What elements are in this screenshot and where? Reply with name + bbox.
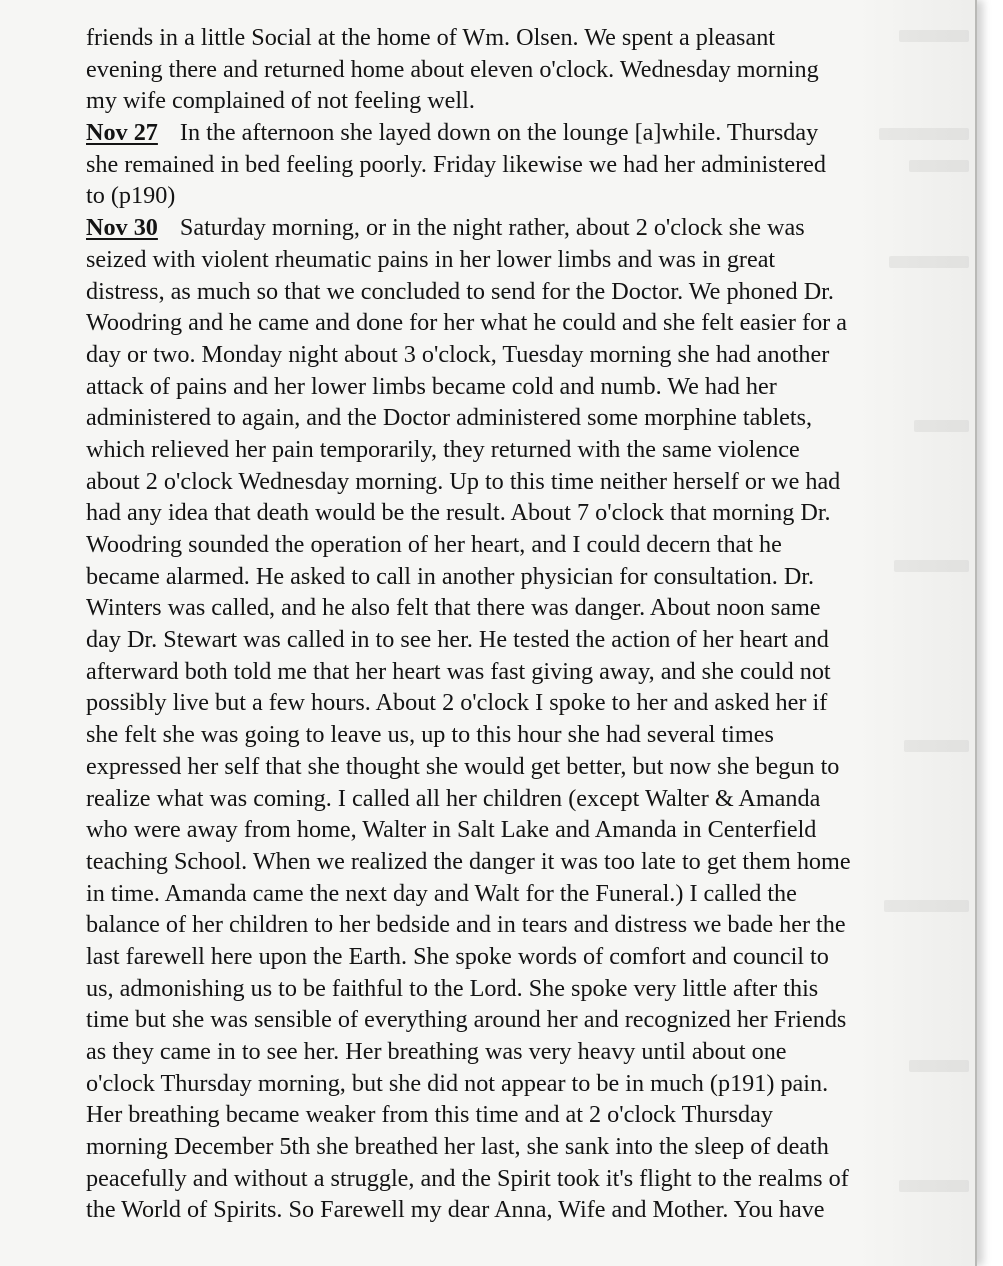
text-line: realize what was coming. I called all her children (except Walter & Amanda <box>86 784 821 812</box>
text-line: had any idea that death would be the result. About 7 o'clock that morning Dr. <box>86 499 831 527</box>
entry-text: Saturday morning, or in the night rather, about 2 o'clock she was <box>179 214 805 242</box>
text-line: who were away from home, Walter in Salt Lake and Amanda in Centerfield <box>86 816 817 844</box>
text-line: in time. Amanda came the next day and Walt for the Funeral.) I called the <box>86 879 797 907</box>
text-line: time but she was sensible of everything around her and recognized her Friends <box>86 1006 847 1034</box>
text-line: evening there and returned home about eleven o'clock. Wednesday morning <box>86 55 819 83</box>
text-line: administered to again, and the Doctor administered some morphine tablets, <box>86 404 813 432</box>
text-line: expressed her self that she thought she would get better, but now she begun to <box>86 752 840 780</box>
text-line: us, admonishing us to be faithful to the Lord. She spoke very little after this <box>86 974 819 1002</box>
dated-entry-line <box>86 212 956 244</box>
text-line: which relieved her pain temporarily, they returned with the same violence <box>86 435 800 463</box>
text-line: balance of her children to her bedside and in tears and distress we bade her the <box>86 911 846 939</box>
text-line: my wife complained of not feeling well. <box>86 87 475 115</box>
dated-entry-line <box>86 117 956 149</box>
text-line: day or two. Monday night about 3 o'clock, Tuesday morning she had another <box>86 340 830 368</box>
text-line: possibly live but a few hours. About 2 o'clock I spoke to her and asked her if <box>86 689 828 717</box>
text-line: attack of pains and her lower limbs became cold and numb. We had her <box>86 372 777 400</box>
journal-text <box>86 22 956 1226</box>
text-line: she remained in bed feeling poorly. Friday likewise we had her administered <box>86 150 826 178</box>
text-line: morning December 5th she breathed her last, she sank into the sleep of death <box>86 1133 829 1161</box>
text-line: teaching School. When we realized the danger it was too late to get them home <box>86 847 851 875</box>
text-line: peacefully and without a struggle, and the Spirit took it's flight to the realms of <box>86 1164 849 1192</box>
text-line: the World of Spirits. So Farewell my dear Anna, Wife and Mother. You have <box>86 1196 825 1224</box>
text-line: Woodring sounded the operation of her heart, and I could decern that he <box>86 531 782 558</box>
text-line: she felt she was going to leave us, up to this hour she had several times <box>86 721 774 749</box>
text-line: afterward both told me that her heart was fast giving away, and she could not <box>86 657 831 685</box>
entry-date: Nov 30 <box>86 214 158 242</box>
text-line: to (p190) <box>86 182 176 210</box>
text-line: Winters was called, and he also felt that there was danger. About noon same <box>86 594 821 622</box>
entry-text: In the afternoon she layed down on the lounge [a]while. Thursday <box>179 119 819 147</box>
text-line: distress, as much so that we concluded to send for the Doctor. We phoned Dr. <box>86 277 834 305</box>
text-line: as they came in to see her. Her breathing was very heavy until about one <box>86 1038 787 1065</box>
text-line: friends in a little Social at the home of Wm. Olsen. We spent a pleasant <box>86 24 776 51</box>
text-line: o'clock Thursday morning, but she did not appear to be in much (p191) pain. <box>86 1069 829 1097</box>
text-line: last farewell here upon the Earth. She spoke words of comfort and council to <box>86 942 829 970</box>
text-line: Her breathing became weaker from this time and at 2 o'clock Thursday <box>86 1101 773 1129</box>
text-line: about 2 o'clock Wednesday morning. Up to this time neither herself or we had <box>86 467 841 495</box>
text-line: became alarmed. He asked to call in another physician for consultation. Dr. <box>86 562 815 590</box>
text-line: Woodring and he came and done for her what he could and she felt easier for a <box>86 309 847 337</box>
text-line: day Dr. Stewart was called in to see her. He tested the action of her heart and <box>86 626 829 654</box>
entry-date: Nov 27 <box>86 119 158 147</box>
text-line: seized with violent rheumatic pains in her lower limbs and was in great <box>86 245 776 273</box>
